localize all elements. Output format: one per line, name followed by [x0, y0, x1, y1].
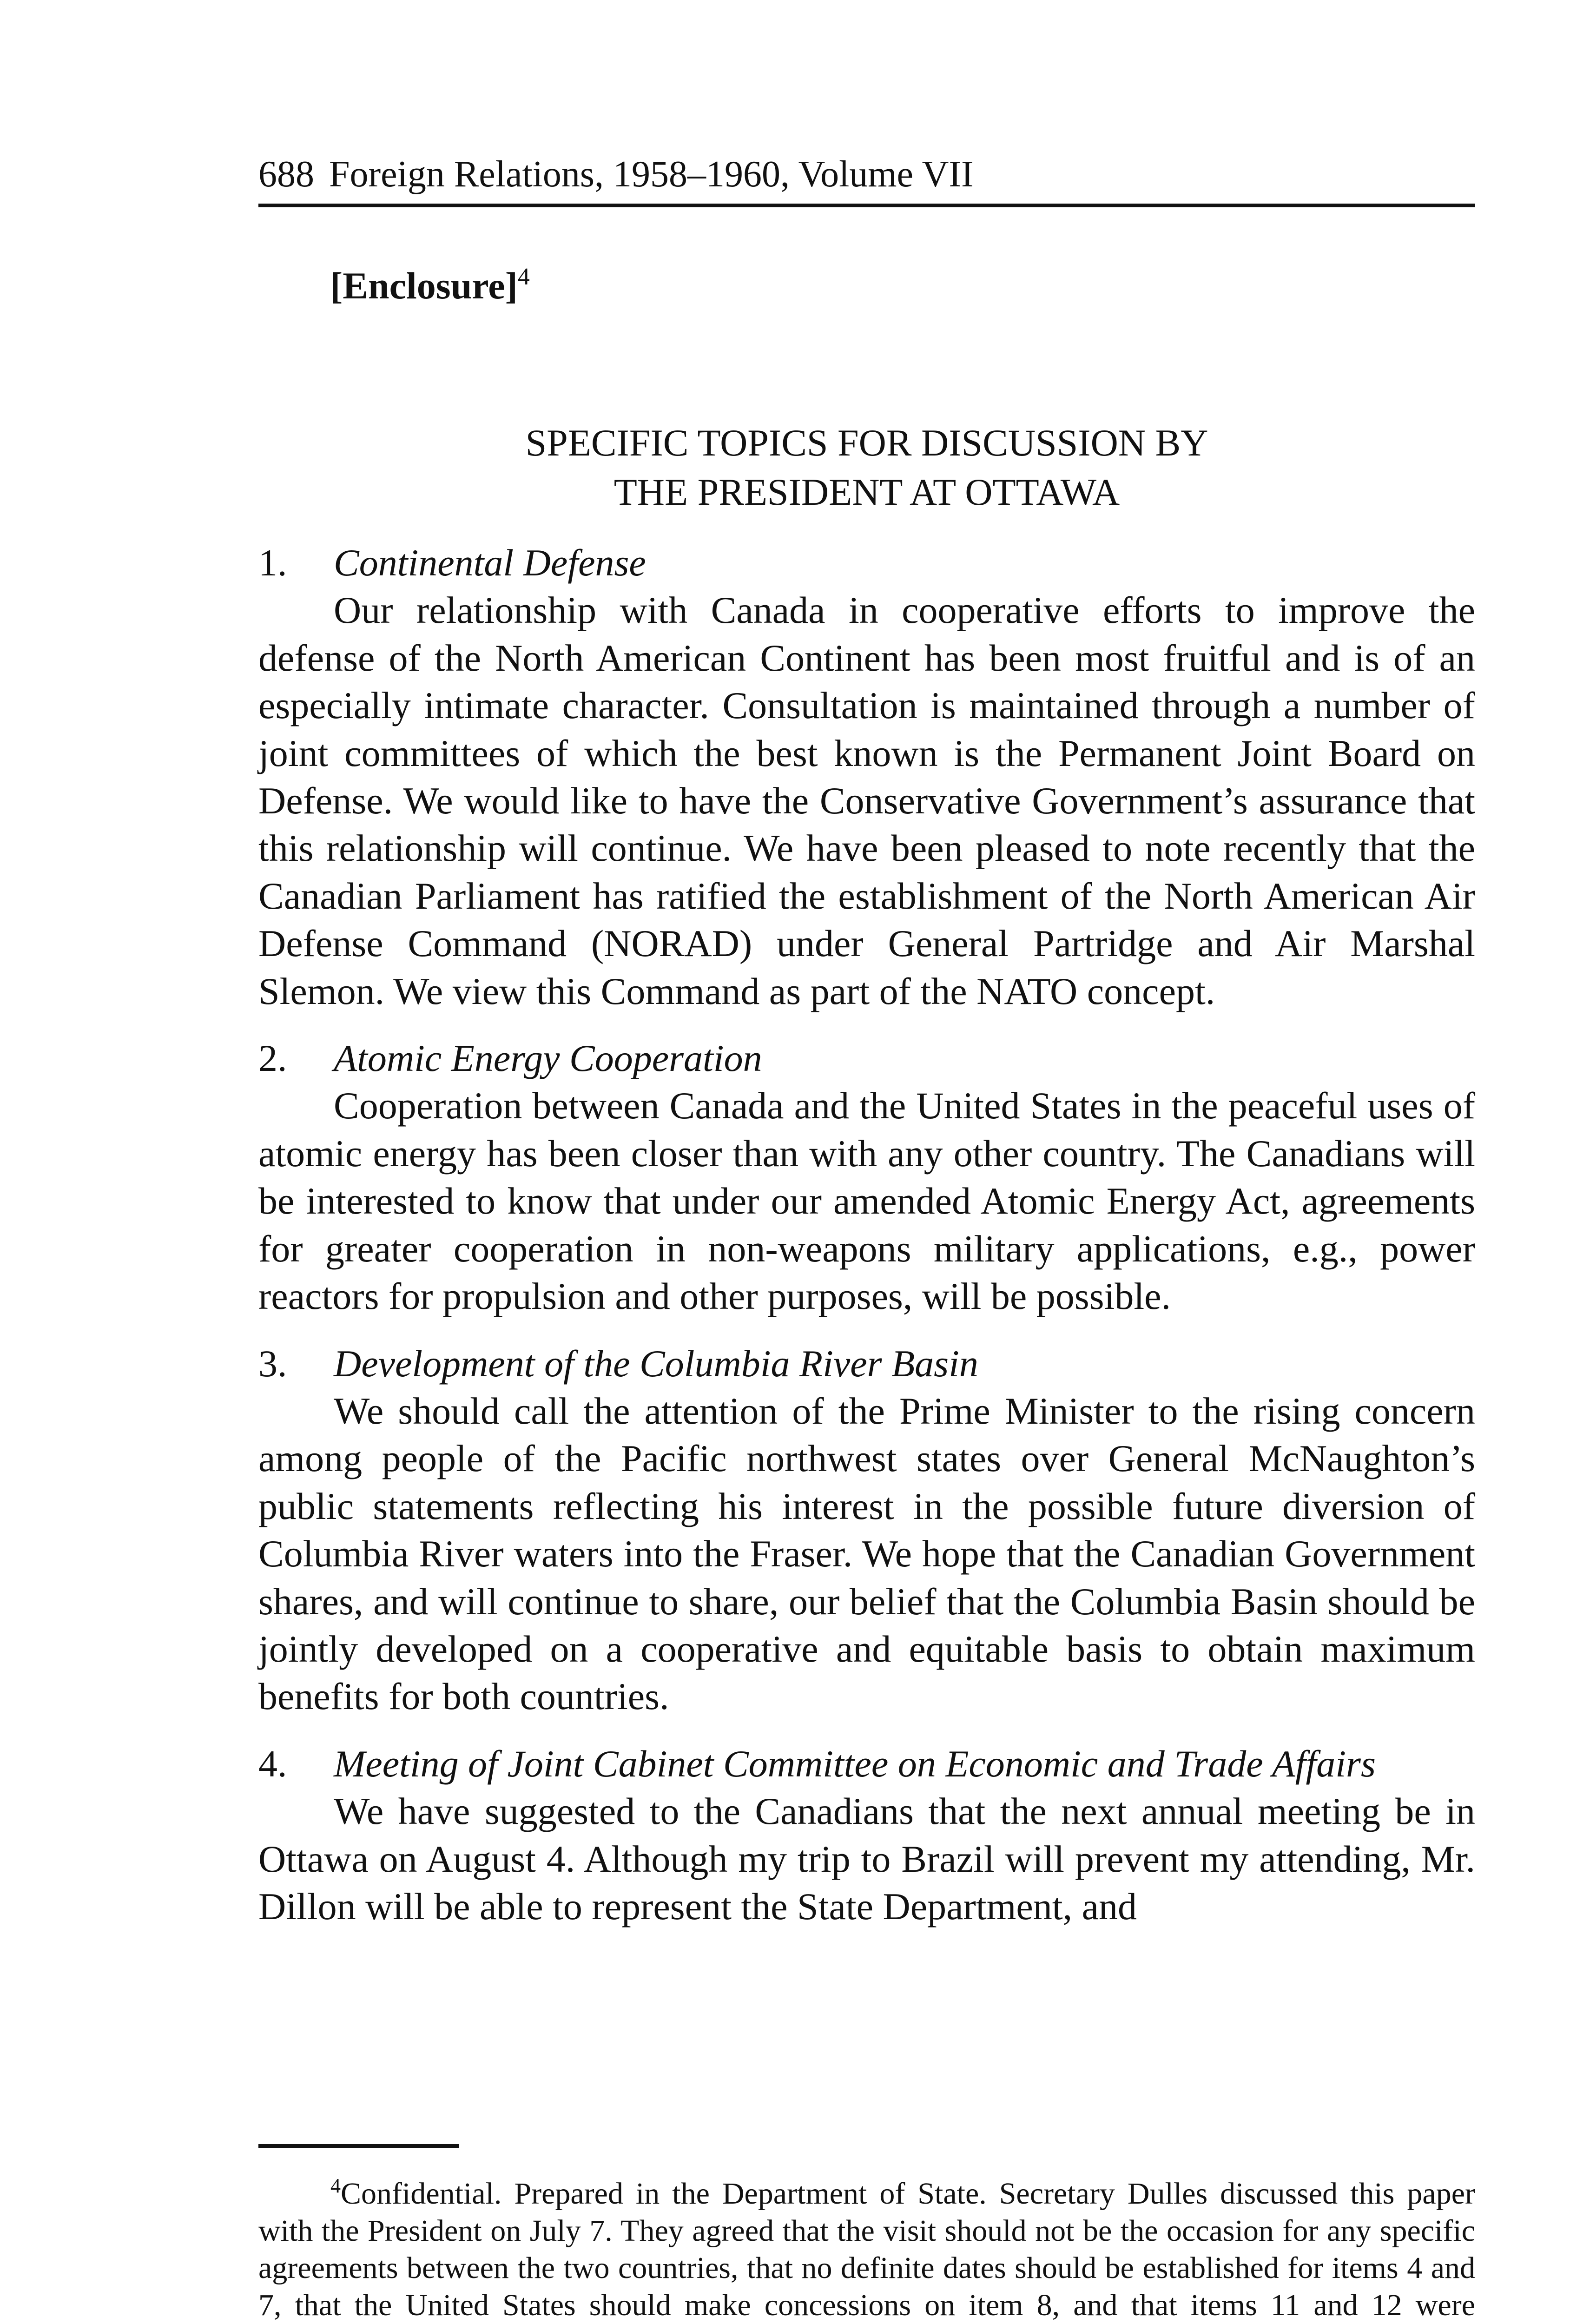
section-title: Meeting of Joint Cabinet Committee on Economic and Trade Affairs	[334, 1742, 1376, 1785]
section-heading	[258, 1740, 1475, 1788]
footnote-reference[interactable]: 4	[517, 264, 530, 290]
section-heading	[258, 1340, 1475, 1387]
running-header	[258, 149, 1475, 207]
section-heading	[258, 1035, 1475, 1082]
section-title: Continental Defense	[334, 541, 646, 584]
document-body	[258, 539, 1475, 1930]
document-title	[258, 418, 1475, 517]
section-number: 2.	[258, 1037, 287, 1080]
section-number: 1.	[258, 541, 287, 584]
title-line-2: THE PRESIDENT AT OTTAWA	[613, 471, 1120, 513]
section-paragraph: Our relationship with Canada in cooperative efforts to improve the defense of the North American Continent has been most fruitful and is of an especially intimate character. Consultation is maintained through a number of joint committees of which the best known is the Permanent Joint Board on Defense. We would like to have the Conservative Government’s assurance that this relationship will continue. We have been pleased to note recently that the Canadian Parliament has ratified the establishment of the North American Air Defense Command (NORAD) under General Partridge and Air Marshal Slemon. We view this Command as part of the NATO concept.	[258, 589, 1475, 1012]
section-paragraph: Cooperation between Canada and the United States in the peaceful uses of atomic energy has been closer than with any other country. The Canadians will be interested to know that under our amended Atomic Energy Act, agreements for greater cooperation in non-weapons military applications, e.g., power reactors for propulsion and other purposes, will be possible.	[258, 1084, 1475, 1318]
section-paragraph: We have suggested to the Canadians that the next annual meeting be in Ottawa on August 4. Although my trip to Brazil will prevent my attending, Mr. Dillon will be able to represent the State Department, and	[258, 1790, 1475, 1928]
section-title: Development of the Columbia River Basin	[334, 1342, 978, 1385]
footnote-text: Confidential. Prepared in the Department of State. Secretary Dulles discussed this paper with the President on July 7. They agreed that the visit should not be the occasion for any specific agreements between the two countries, that no definite dates should be established for items 4 and 7, that the United States should make concessions on item 8, and that items 11 and 12 were	[258, 2177, 1475, 2322]
page-number: 688	[258, 154, 314, 195]
section-number: 4.	[258, 1742, 287, 1785]
footnote-divider	[258, 2144, 459, 2148]
title-line-1: SPECIFIC TOPICS FOR DISCUSSION BY	[525, 422, 1208, 464]
enclosure-label	[330, 260, 530, 311]
section-paragraph: We should call the attention of the Prime Minister to the rising concern among people of the Pacific northwest states over General McNaughton’s public statements reflecting his interest in the possible future diversion of Columbia River waters into the Fraser. We hope that the Canadian Government shares, and will continue to share, our belief that the Columbia Basin should be jointly developed on a cooperative and equitable basis to obtain maximum benefits for both countries.	[258, 1389, 1475, 1718]
section-title: Atomic Energy Cooperation	[334, 1037, 762, 1080]
section-heading	[258, 539, 1475, 587]
enclosure-text: [Enclosure]	[330, 264, 518, 307]
footnote	[258, 2175, 1475, 2324]
running-title: Foreign Relations, 1958–1960, Volume VII	[329, 154, 974, 195]
section-number: 3.	[258, 1342, 287, 1385]
footnote-marker: 4	[330, 2174, 341, 2197]
